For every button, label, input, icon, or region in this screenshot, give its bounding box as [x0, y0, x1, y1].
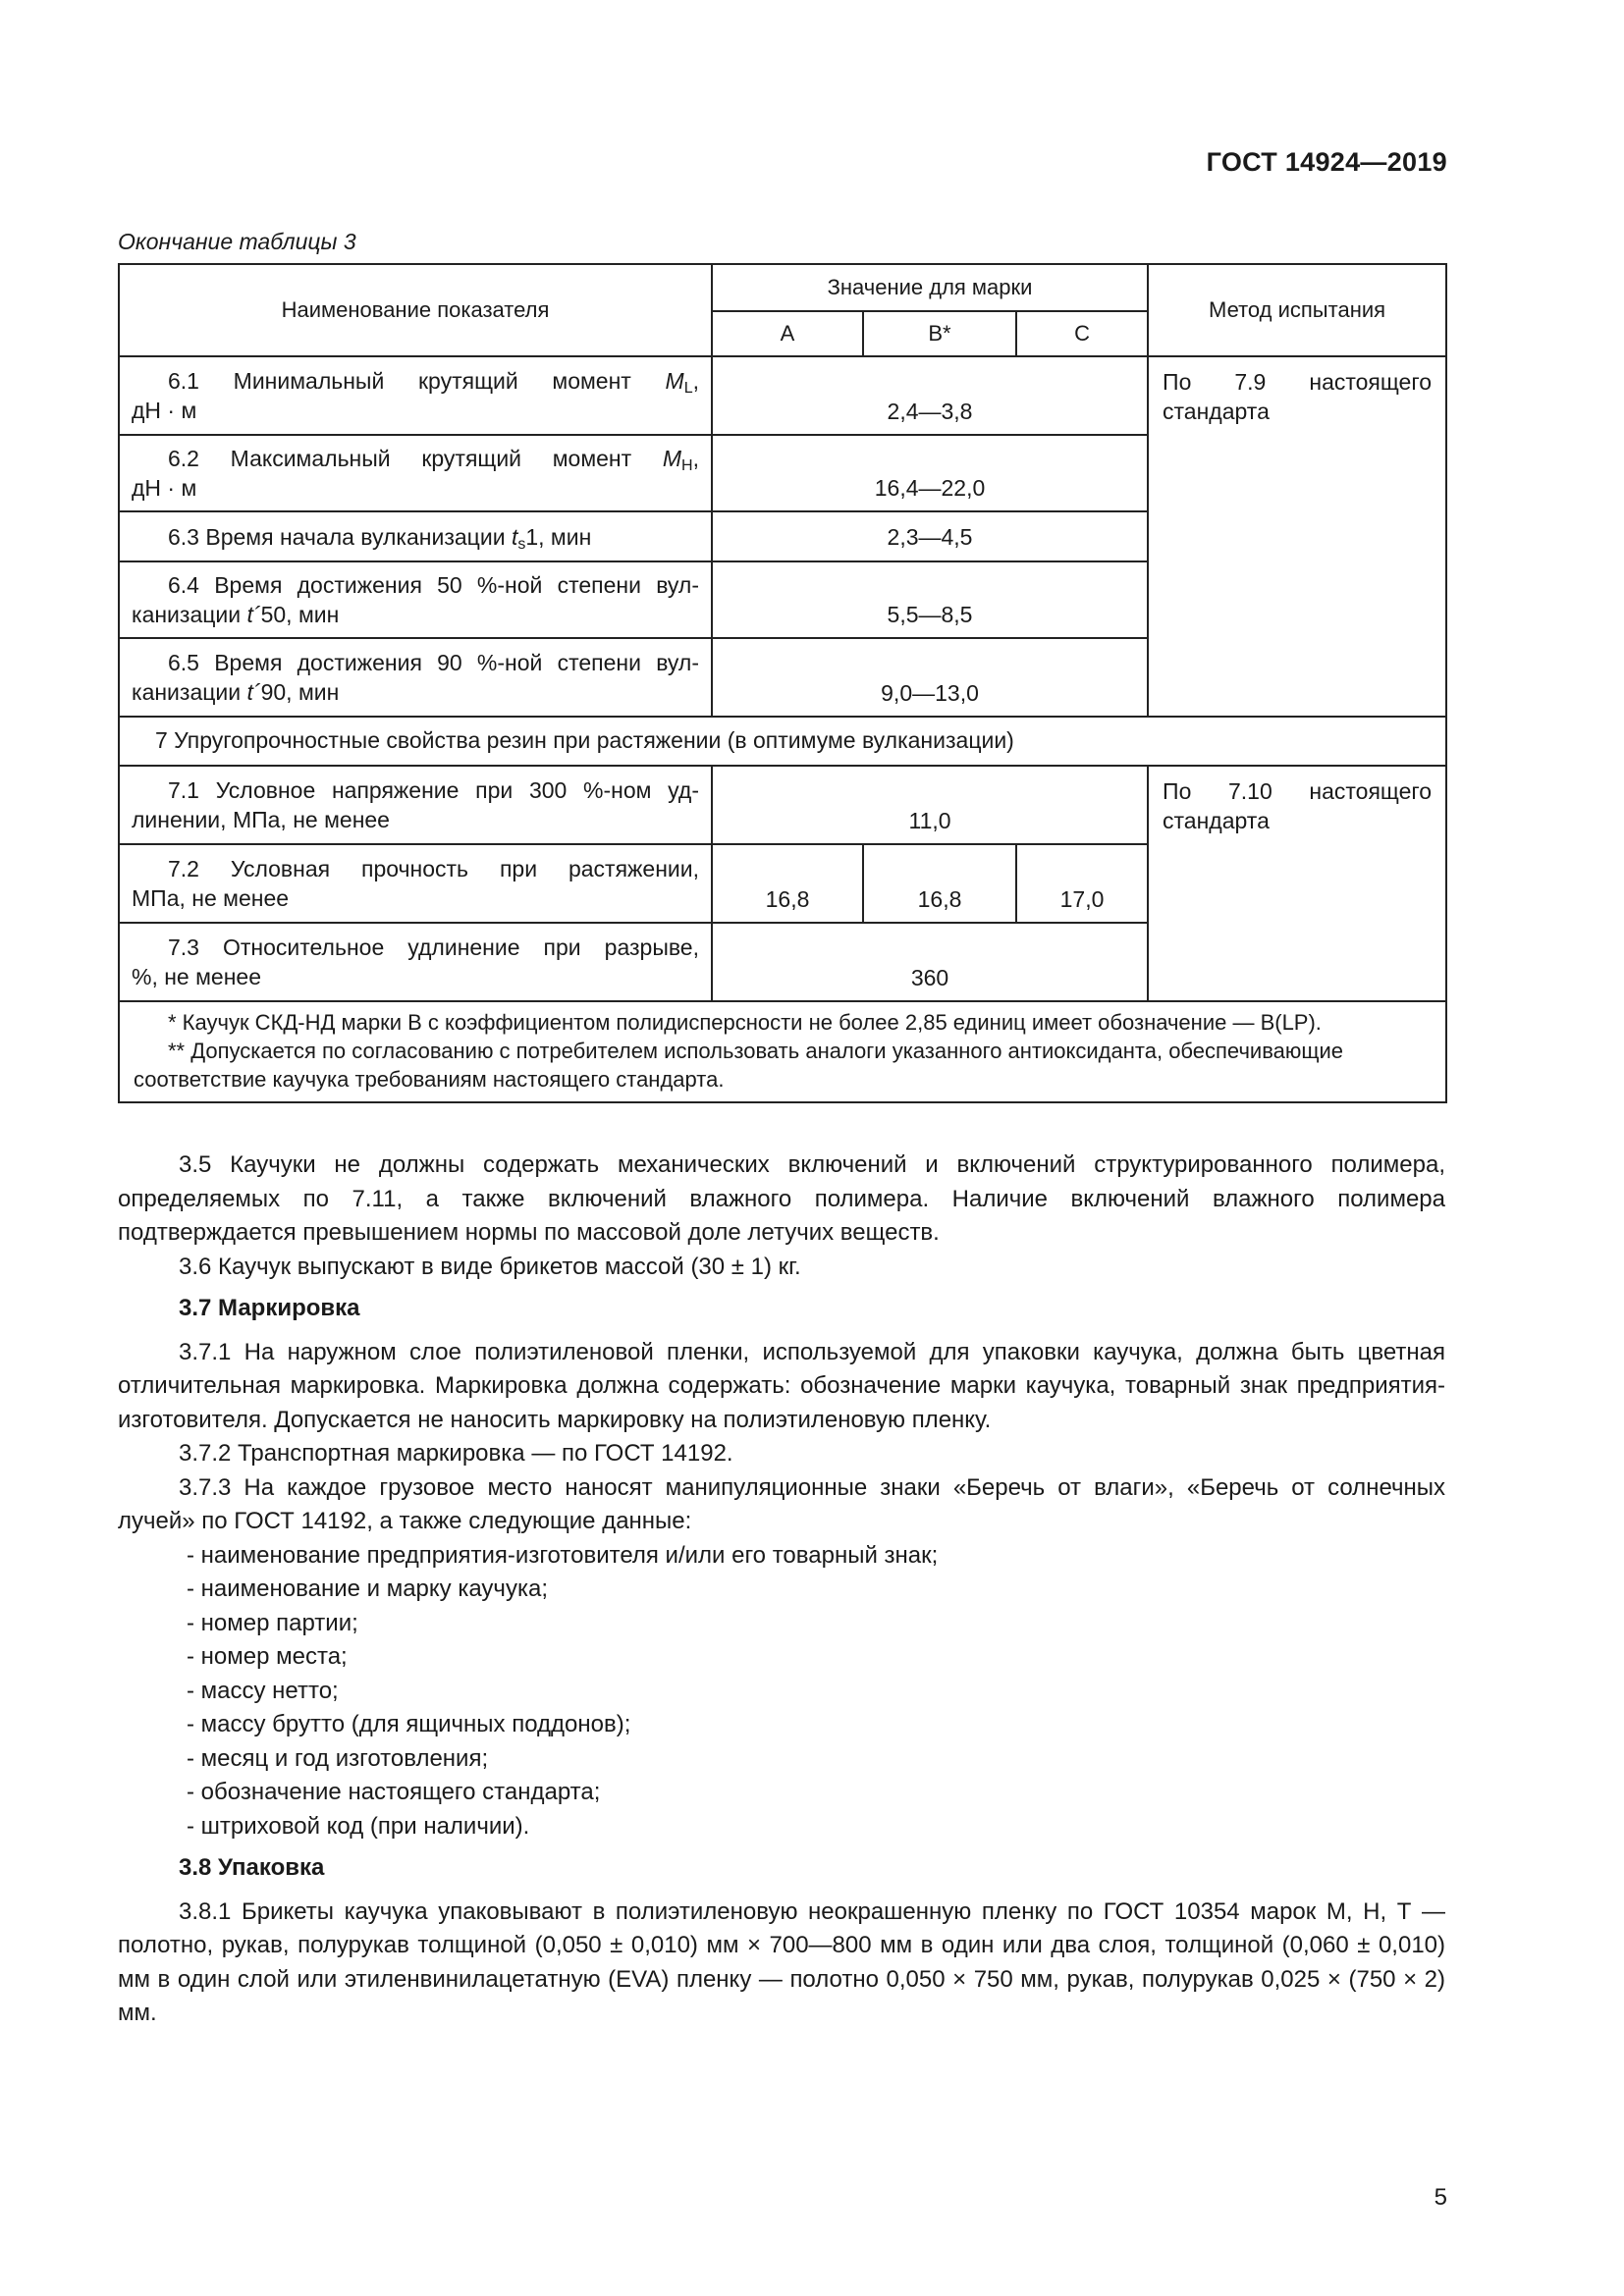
col-header-b: В* [863, 311, 1016, 356]
document-code: ГОСТ 14924—2019 [1206, 147, 1447, 177]
row-6-5-name: 6.5 Время достижения 90 %-ной степени вул- канизации t´90, мин [119, 638, 712, 717]
section-7-title: 7 Упругопрочностные свойства резин при растяжении (в оптимуме вулканизации) [119, 717, 1446, 766]
row-6-3-value: 2,3—4,5 [712, 511, 1148, 561]
row-6-2-name: 6.2 Максимальный крутящий момент $M_H$, дН · м [119, 435, 712, 511]
col-header-a: А [712, 311, 863, 356]
row-7-2-value-c: 17,0 [1016, 844, 1148, 923]
method-7-9: По 7.9 настоящего стандарта [1148, 356, 1446, 717]
row-7-2-value-b: 16,8 [863, 844, 1016, 923]
section-row-7 [119, 717, 1446, 766]
list-item: - штриховой код (при наличии). [187, 1812, 530, 1840]
table-footnotes [119, 1001, 1446, 1102]
paragraph-3-7-1: 3.7.1 На наружном слое полиэтиленовой пленки, используемой для упаковки каучука, должна быть цветная отличительная маркировка. Маркировка должна содержать: обозначение марки каучука, товарный знак предприятия-изготовителя. Допускается не наносить маркировку на полиэтиленовую пленку. [118, 1338, 1445, 1433]
row-7-3-value: 360 [712, 923, 1148, 1001]
list-item: - массу брутто (для ящичных поддонов); [187, 1711, 631, 1737]
row-6-3-name: 6.3 Время начала вулканизации $t_s1$, мин [119, 511, 712, 561]
col-header-value: Значение для марки [712, 264, 1148, 311]
row-7-1-name: 7.1 Условное напряжение при 300 %-ном уд- линении, МПа, не менее [119, 766, 712, 844]
row-6-2-value: 16,4—22,0 [712, 435, 1148, 511]
list-item: - номер партии; [187, 1609, 358, 1636]
table-caption: Окончание таблицы 3 [118, 229, 356, 254]
heading-3-7: 3.7 Маркировка [179, 1295, 360, 1321]
col-header-c: С [1016, 311, 1148, 356]
col-header-name: Наименование показателя [119, 264, 712, 356]
row-7-3-name: 7.3 Относительное удлинение при разрыве, %, не менее [119, 923, 712, 1001]
list-item: - наименование предприятия-изготовителя и/или его товарный знак; [187, 1541, 939, 1569]
list-item: - наименование и марку каучука; [187, 1575, 548, 1602]
table-row [119, 356, 1446, 435]
paragraph-3-7-3: 3.7.3 На каждое грузовое место наносят манипуляционные знаки «Беречь от влаги», «Беречь от солнечных лучей» по ГОСТ 14192, а также следующие данные: [118, 1473, 1445, 1534]
row-6-5-value: 9,0—13,0 [712, 638, 1148, 717]
paragraph-3-7-2: 3.7.2 Транспортная маркировка — по ГОСТ 14192. [179, 1440, 733, 1467]
body-text [118, 1148, 1445, 2031]
row-7-2-value-a: 16,8 [712, 844, 863, 923]
row-6-4-value: 5,5—8,5 [712, 561, 1148, 638]
table-3 [118, 263, 1445, 1103]
row-7-2-name: 7.2 Условная прочность при растяжении, МПа, не менее [119, 844, 712, 923]
row-6-1-value: 2,4—3,8 [712, 356, 1148, 435]
footnote-1: * Каучук СКД-НД марки В с коэффициентом полидисперсности не более 2,85 единиц имеет обозначение — В(LP). [168, 1010, 1322, 1035]
properties-table [118, 263, 1447, 1103]
paragraph-3-6: 3.6 Каучук выпускают в виде брикетов массой (30 ± 1) кг. [179, 1253, 801, 1280]
list-item: - массу нетто; [187, 1677, 339, 1704]
row-6-4-name: 6.4 Время достижения 50 %-ной степени вул- канизации t´50, мин [119, 561, 712, 638]
method-7-10: По 7.10 настоящего стандарта [1148, 766, 1446, 1001]
row-7-1-value: 11,0 [712, 766, 1148, 844]
paragraph-3-5: 3.5 Каучуки не должны содержать механических включений и включений структурированного полимера, определяемых по 7.11, а также включений влажного полимера. Наличие включений влажного полимера подтверждается превышением нормы по массовой доле летучих веществ. [118, 1151, 1445, 1246]
page-number: 5 [1434, 2184, 1447, 2211]
list-item: - номер места; [187, 1643, 348, 1670]
footnote-2: ** Допускается по согласованию с потребителем использовать аналоги указанного антиоксиданта, обеспечивающие соответствие каучука требованиям настоящего стандарта. [134, 1039, 1343, 1092]
list-item: - месяц и год изготовления; [187, 1744, 489, 1772]
heading-3-8: 3.8 Упаковка [179, 1854, 325, 1881]
list-item: - обозначение настоящего стандарта; [187, 1779, 601, 1805]
table-row [119, 766, 1446, 844]
paragraph-3-8-1: 3.8.1 Брикеты каучука упаковывают в полиэтиленовую неокрашенную пленку по ГОСТ 10354 марок М, Н, Т — полотно, рукав, полурукав толщиной (0,050 ± 0,010) мм × 700—800 мм в один или два слоя, толщиной (0,060 ± 0,010) мм в один слой или этиленвинилацетатную (EVA) пленку — полотно 0,050 × 750 мм, рукав, полурукав 0,025 × (750 × 2) мм. [118, 1897, 1445, 2026]
col-header-method: Метод испытания [1148, 264, 1446, 356]
row-6-1-name: 6.1 Минимальный крутящий момент $M_L$, дН · м [119, 356, 712, 435]
